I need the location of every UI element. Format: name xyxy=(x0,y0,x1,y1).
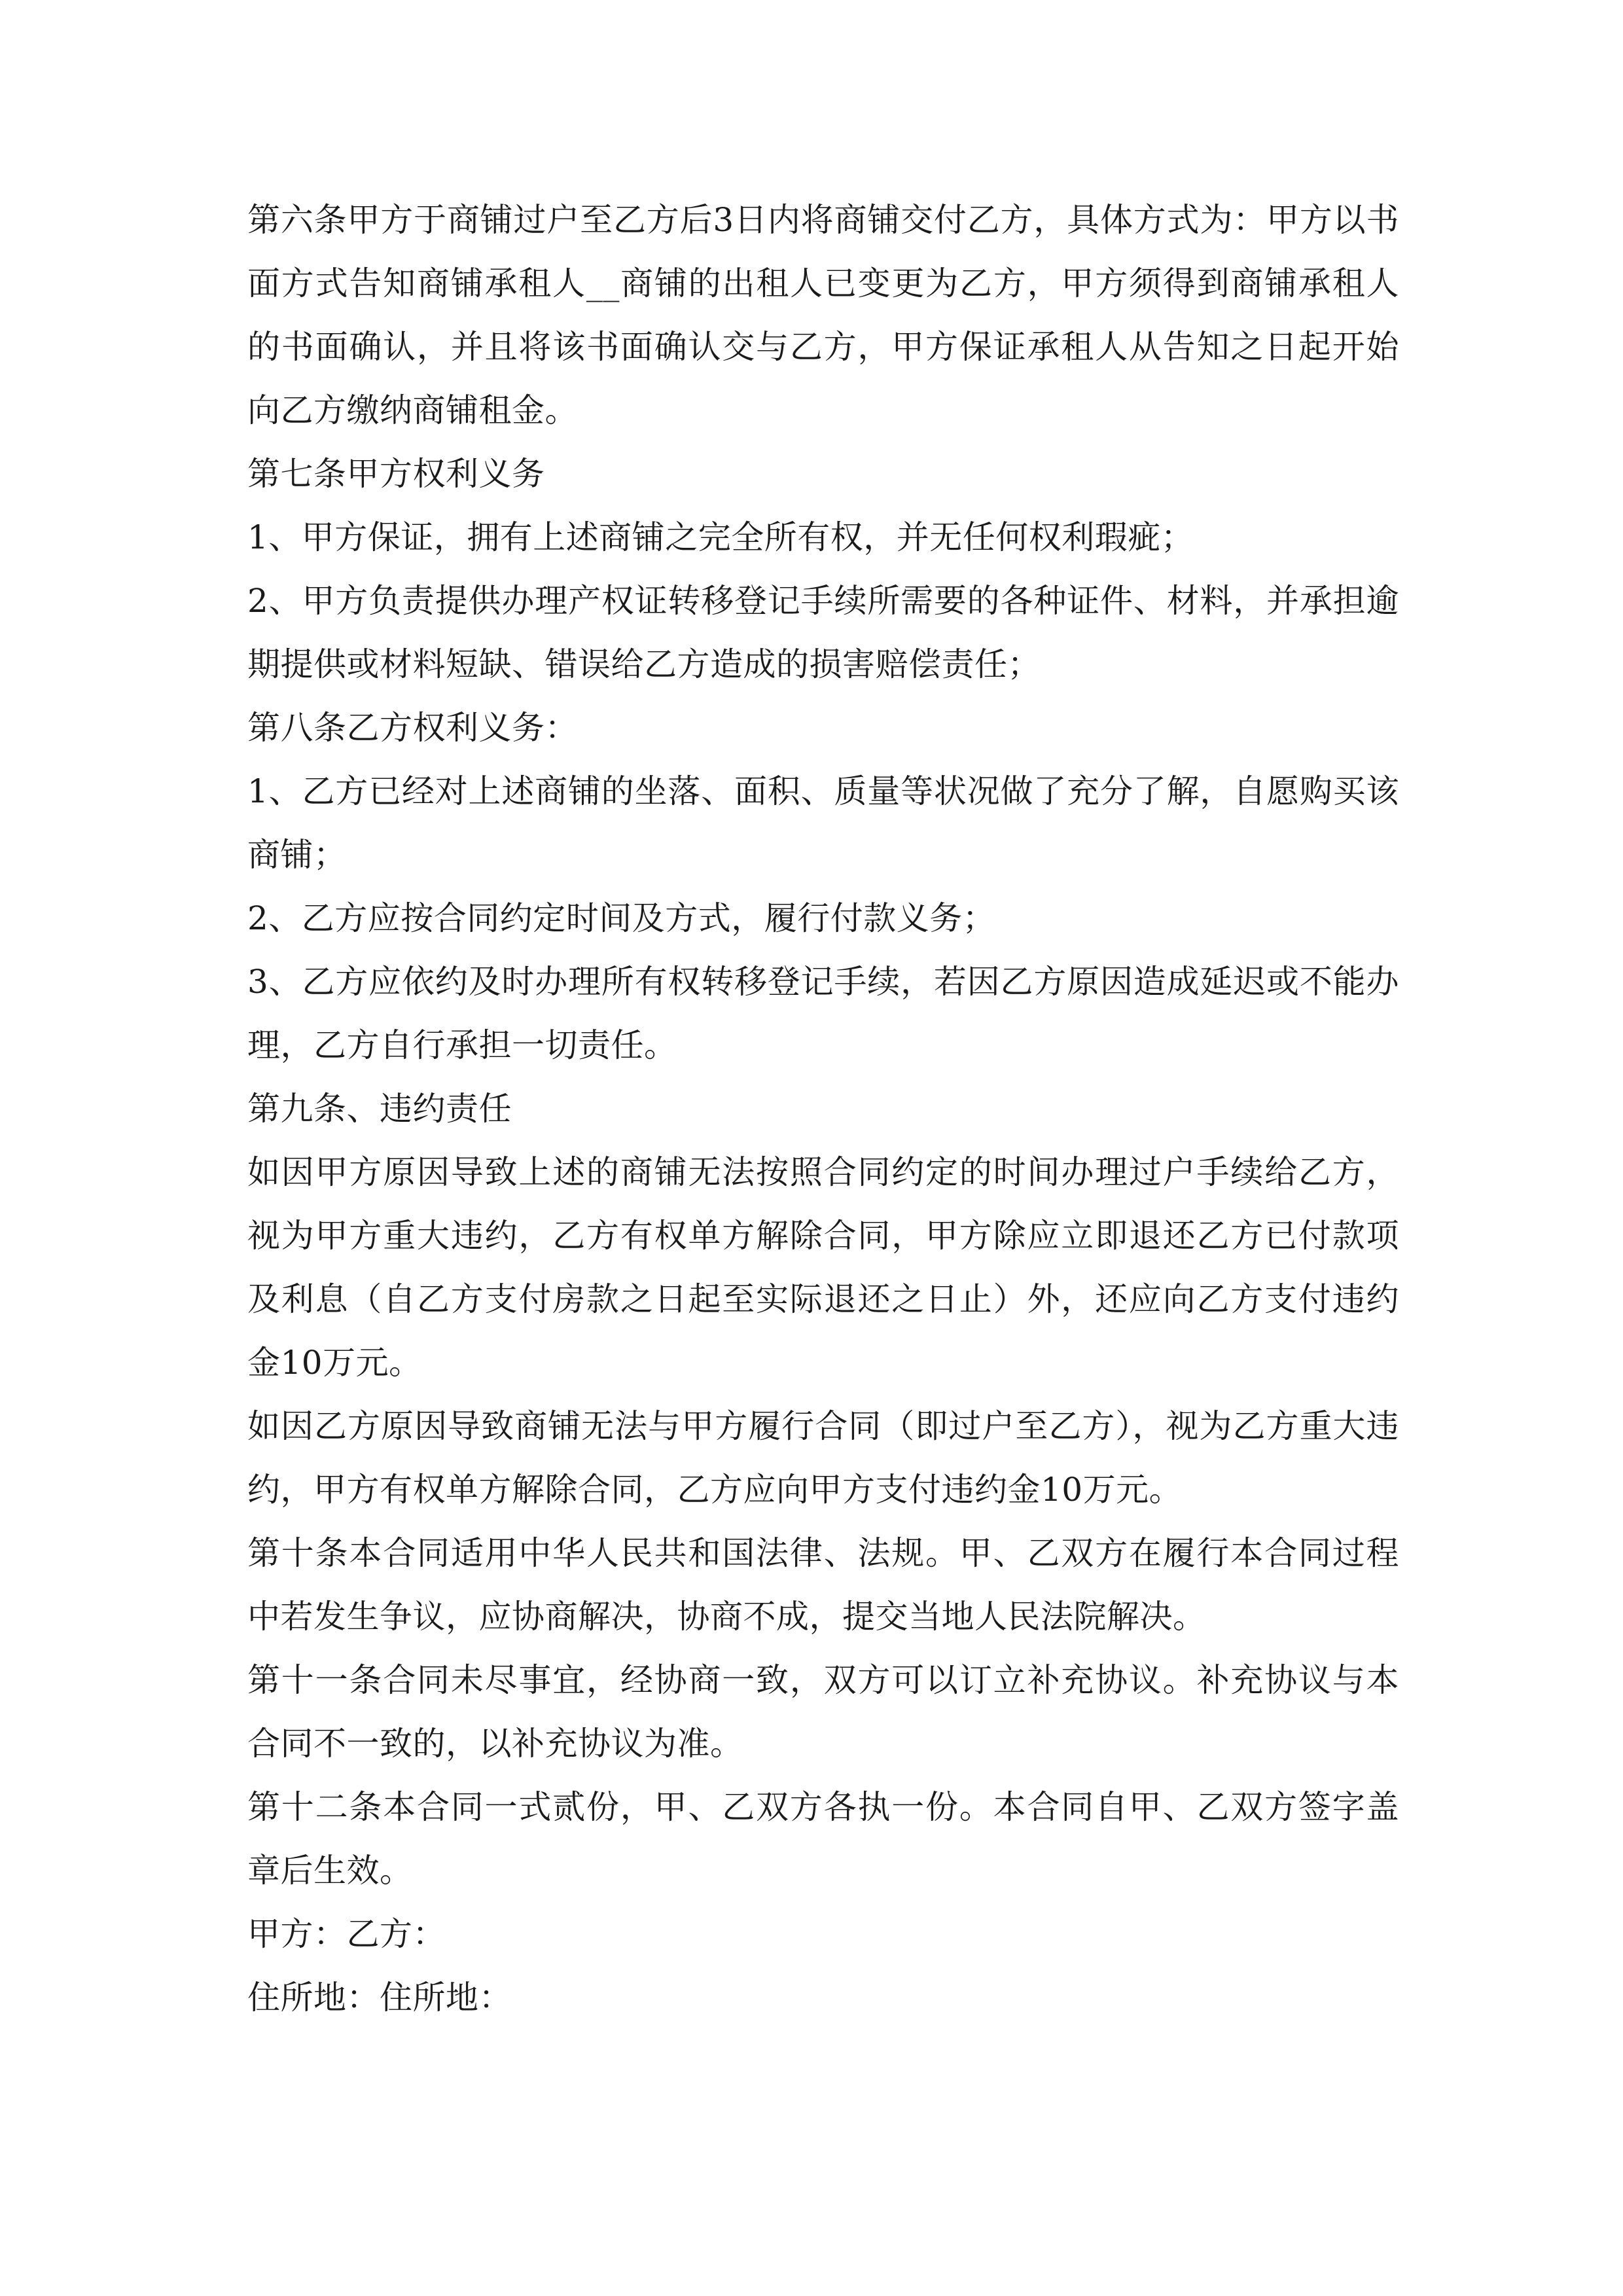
clause-8-item-1: 1、乙方已经对上述商铺的坐落、面积、质量等状况做了充分了解，自愿购买该商铺； xyxy=(247,772,1399,874)
clause-12-paragraph: 第十二条本合同一式贰份，甲、乙双方各执一份。本合同自甲、乙双方签字盖章后生效。 xyxy=(247,1788,1399,1890)
clause-9-party-a-breach: 如因甲方原因导致上述的商铺无法按照合同约定的时间办理过户手续给乙方，视为甲方重大违约，乙方有权单方解除合同，甲方除应立即退还乙方已付款项及利息（自乙方支付房款之日起至实际退还之日止）外，还应向乙方支付违约金10万元。 xyxy=(247,1153,1399,1382)
address-line: 住所地：住所地： xyxy=(247,1979,512,2017)
clause-7-item-2: 2、甲方负责提供办理产权证转移登记手续所需要的各种证件、材料，并承担逾期提供或材料短缺、错误给乙方造成的损害赔偿责任； xyxy=(247,582,1399,683)
clause-9-party-b-breach: 如因乙方原因导致商铺无法与甲方履行合同（即过户至乙方），视为乙方重大违约，甲方有权单方解除合同，乙方应向甲方支付违约金10万元。 xyxy=(247,1407,1399,1509)
clause-7-heading: 第七条甲方权利义务 xyxy=(247,455,545,493)
clause-11-paragraph: 第十一条合同未尽事宜，经协商一致，双方可以订立补充协议。补充协议与本合同不一致的，以补充协议为准。 xyxy=(247,1661,1399,1763)
clause-9-heading: 第九条、违约责任 xyxy=(247,1090,512,1128)
clause-7-item-1: 1、甲方保证，拥有上述商铺之完全所有权，并无任何权利瑕疵； xyxy=(247,518,1194,556)
clause-8-item-2: 2、乙方应按合同约定时间及方式，履行付款义务； xyxy=(247,899,996,937)
clause-6-paragraph: 第六条甲方于商铺过户至乙方后3日内将商铺交付乙方，具体方式为：甲方以书面方式告知商铺承租人__商铺的出租人已变更为乙方，甲方须得到商铺承租人的书面确认，并且将该书面确认交与乙方，甲方保证承租人从告知之日起开始向乙方缴纳商铺租金。 xyxy=(247,201,1399,429)
clause-8-heading: 第八条乙方权利义务： xyxy=(247,709,578,747)
clause-8-item-3: 3、乙方应依约及时办理所有权转移登记手续，若因乙方原因造成延迟或不能办理，乙方自行承担一切责任。 xyxy=(247,963,1399,1064)
clause-10-paragraph: 第十条本合同适用中华人民共和国法律、法规。甲、乙双方在履行本合同过程中若发生争议，应协商解决，协商不成，提交当地人民法院解决。 xyxy=(247,1534,1399,1636)
signature-parties-line: 甲方：乙方： xyxy=(247,1915,446,1953)
document-body xyxy=(247,188,1399,2030)
